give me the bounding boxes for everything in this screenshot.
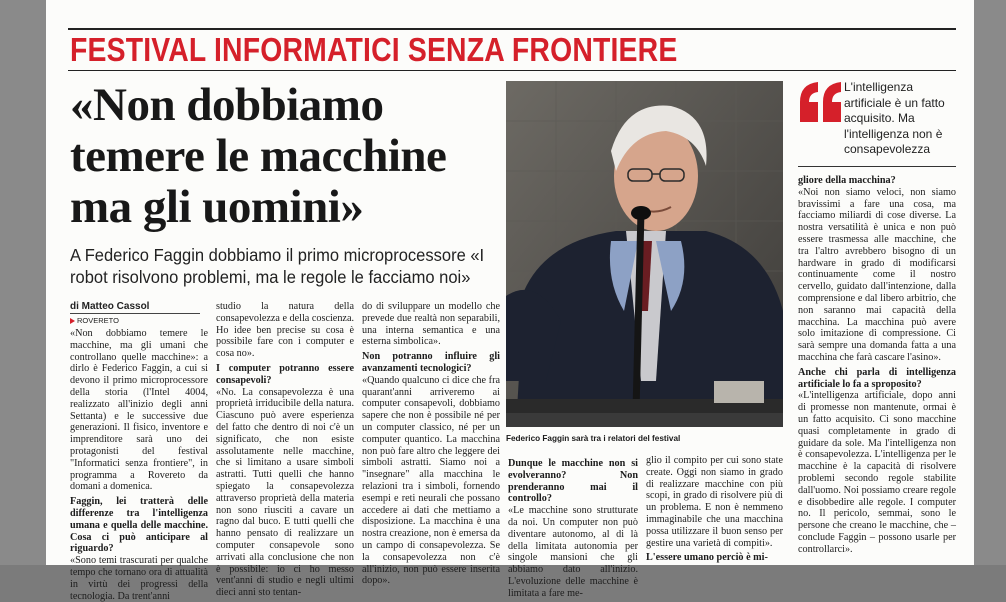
interview-question: gliore della macchina? bbox=[798, 175, 896, 186]
article-paragraph: do di sviluppare un modello che prevede due realtà non separabili, una interna semantica e una esterna simbolica». bbox=[362, 301, 500, 348]
dateline-marker-icon bbox=[70, 318, 75, 324]
byline: di Matteo Cassol bbox=[70, 301, 150, 312]
article-column-3 bbox=[362, 301, 500, 587]
article-paragraph: «L'intelligenza artificiale, dopo anni di promesse non mantenute, ormai è un fatto acquisito. Ci sono macchine quasi completamente in grado di guidare da sole. Ma l'intelligenza non è consapevolezza. L'intelligenza per le macchine è la capacità di risolvere problemi secondo regole stabilite dall'uomo. Noi possiamo creare regole e disobbedire alle regole. I computer no. Il pericolo, semmai, sono le persone che creano le macchine, che – conclude Faggin – possono usarle per controllarci». bbox=[798, 390, 956, 555]
article-column-2 bbox=[216, 301, 355, 599]
interview-question: Faggin, lei tratterà delle differenze tra l'intelligenza umana e quella delle macchine. Cosa ci può anticipare al riguardo? bbox=[70, 496, 208, 555]
newspaper-page bbox=[46, 0, 974, 602]
article-paragraph: «No. La consapevolezza è una proprietà irriducibile della natura. Ciascuno può avere esperienza del fatto che dentro di noi c'è un significato, che non esiste assolutamente nelle macchine, che si limitano a usare simboli astratti. Tutti quelli che hanno spiegato la consapevolezza attraverso proprietà della materia non sono riusciti a cavare un ragno dal buco. E tutti quelli che hanno pensato di realizzare un computer consapevole sono arrivati alla conclusione che non è possibile: io ci ho messo vent'anni di studio e negli ultimi dieci anni sto tentan- bbox=[216, 386, 354, 599]
dateline-text: ROVERETO bbox=[77, 316, 119, 325]
quote-mark-icon bbox=[798, 80, 844, 124]
section-rule bbox=[68, 70, 956, 71]
headline: «Non dobbiamo temere le macchine ma gli uomini» bbox=[70, 79, 447, 233]
article-paragraph: «Quando qualcuno ci dice che fra quarant'anni arriveremo ai computer consapevoli, dobbiamo sapere che non è possibile né per un computer classico, né per un computer quantico. La macchina non può fare altro che leggere dei simboli astratti. Siamo noi a "insegnare" alla macchina le relazioni tra i simboli, fornendo esempi e reti neurali che possano accedere ai dati che mettiamo a disposizione. La macchina è una nostra creazione, non è emersa da un campo di consapevolezza. Se la consapevolezza non c'è all'inizio, non può essere inserita dopo». bbox=[362, 374, 500, 587]
article-column-5 bbox=[646, 455, 783, 565]
portrait-photo bbox=[506, 81, 783, 427]
article-paragraph: «Non dobbiamo temere le macchine, ma gli umani che controllano quelle macchine»: a dirlo è Federico Faggin, a cui si devono il primo microprocessore della storia (l'Intel 4004, realizzato all'inizio degli anni Settanta) e le successive due generazioni. Il fisico, inventore e imprenditore sarà uno dei protagonisti del festival "Informatici senza frontiere", in programma a Rovereto da domani a domenica. bbox=[70, 328, 208, 493]
top-rule bbox=[68, 28, 956, 30]
section-header: FESTIVAL INFORMATICI SENZA FRONTIERE bbox=[70, 31, 678, 68]
scan-margin-right bbox=[974, 0, 1006, 565]
article-paragraph: «Le macchine sono strutturate da noi. Un computer non può diventare autonomo, al di là della limitata autonomia per singole mansioni che gli abbiamo dato all'inizio. L'evoluzione delle macchine è limitata a fare me- bbox=[508, 505, 638, 599]
article-column-1 bbox=[70, 328, 208, 602]
article-paragraph: «Noi non siamo veloci, non siamo bravissimi a fare una cosa, ma facciamo miliardi di cose diverse. La nostra versatilità è unica e non può essere trasmessa alle macchine, che tra l'altro avrebbero bisogno di un hardware in grado di modificarsi continuamente come il nostro cervello, guidato dall'intenzione, dalla comprensione e dal libero arbitrio, che non saranno mai capacità della macchina. La macchina può avere solo imitazione di compressione. Ci sarà sempre una domanda fatta a una macchina che farà cascare l'asino». bbox=[798, 186, 956, 363]
interview-question: I computer potranno essere consapevoli? bbox=[216, 362, 354, 386]
article-paragraph: glio il compito per cui sono state create. Oggi non siamo in grado di realizzare macchine con più scopi, in grado di risolvere più di un problema. E non è nemmeno immaginabile che una macchina possa utilizzare il buon senso per gestire una varietà di compiti». bbox=[646, 455, 783, 549]
portrait-illustration bbox=[506, 81, 783, 427]
pull-quote: L'intelligenza artificiale è un fatto acquisito. Ma l'intelligenza non è consapevolezza bbox=[844, 80, 945, 156]
byline-rule bbox=[70, 313, 200, 314]
article-paragraph: studio la natura della consapevolezza e della coscienza. Ho idee ben precise su cosa è possibile fare con i computer e cosa no». bbox=[216, 301, 355, 360]
subheadline: A Federico Faggin dobbiamo il primo microprocessore «I robot risolvono problemi, ma le regole le facciamo noi» bbox=[70, 245, 485, 287]
interview-question: Anche chi parla di intelligenza artificiale lo fa a sproposito? bbox=[798, 366, 956, 390]
photo-caption: Federico Faggin sarà tra i relatori del festival bbox=[506, 434, 681, 443]
interview-question: Dunque le macchine non si evolveranno? Non prenderanno mai il controllo? bbox=[508, 458, 638, 505]
interview-question: Non potranno influire gli avanzamenti tecnologici? bbox=[362, 351, 500, 374]
dateline bbox=[70, 316, 119, 325]
article-column-4 bbox=[508, 455, 638, 599]
interview-question: L'essere umano perciò è mi- bbox=[646, 552, 768, 564]
article-paragraph: «Sono temi trascurati per qualche tempo che tornano ora di attualità in virtù dei progressi della tecnologia. Da trent'anni bbox=[70, 555, 208, 602]
scan-margin-left bbox=[0, 0, 46, 565]
article-column-6 bbox=[798, 172, 956, 565]
pull-quote-rule bbox=[798, 166, 956, 167]
